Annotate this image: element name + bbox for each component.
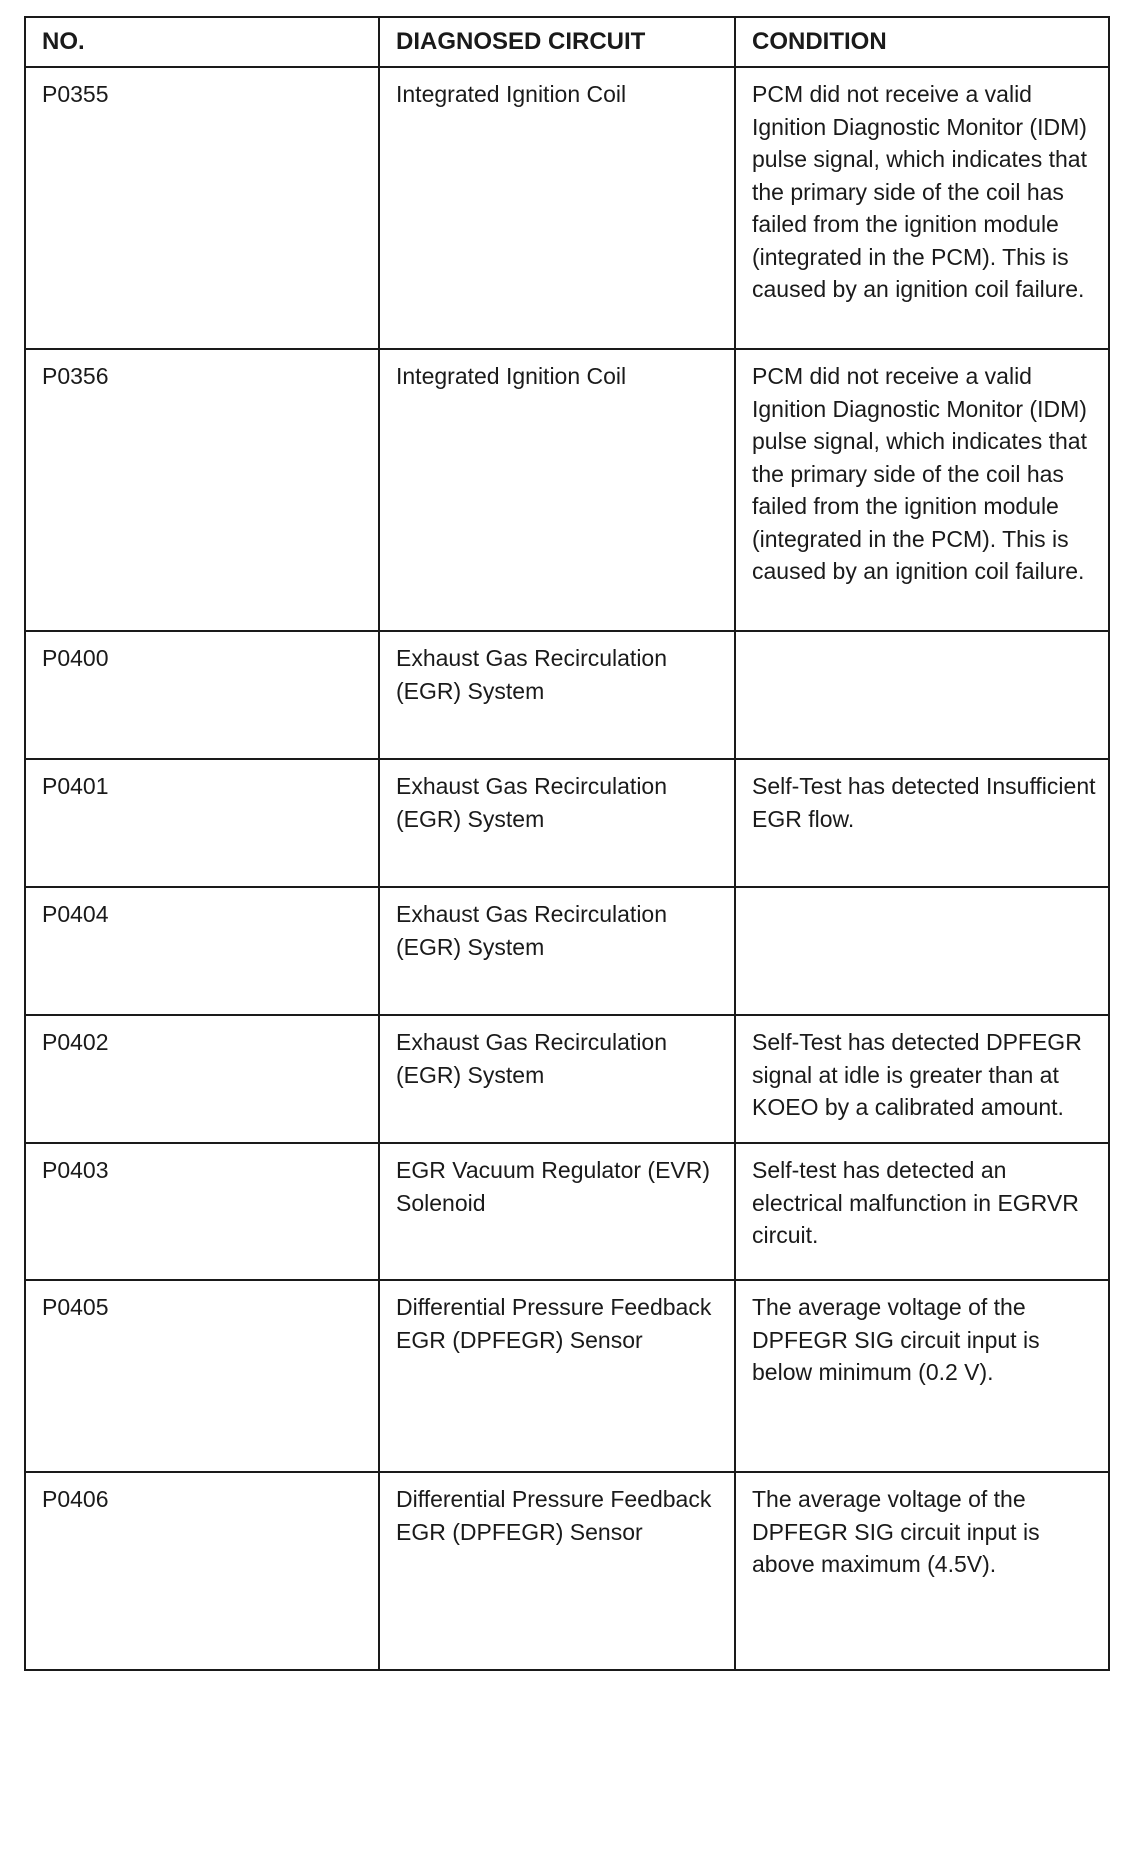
diagnostic-code-table (24, 16, 1110, 1671)
cell-circuit: Exhaust Gas Recirculation (EGR) System (379, 887, 735, 1015)
cell-circuit: Exhaust Gas Recirculation (EGR) System (379, 631, 735, 759)
cell-condition: PCM did not receive a valid Ignition Diagnostic Monitor (IDM) pulse signal, which indicates that the primary side of the coil has failed from the ignition module (integrated in the PCM). This is caused by an ignition coil failure. (735, 67, 1109, 349)
table-row (25, 349, 1109, 631)
table-row (25, 67, 1109, 349)
table-row (25, 1280, 1109, 1472)
cell-circuit: EGR Vacuum Regulator (EVR) Solenoid (379, 1143, 735, 1280)
cell-code: P0400 (25, 631, 379, 759)
cell-code: P0406 (25, 1472, 379, 1670)
cell-condition: The average voltage of the DPFEGR SIG circuit input is above maximum (4.5V). (735, 1472, 1109, 1670)
cell-condition: PCM did not receive a valid Ignition Diagnostic Monitor (IDM) pulse signal, which indicates that the primary side of the coil has failed from the ignition module (integrated in the PCM). This is caused by an ignition coil failure. (735, 349, 1109, 631)
table-row (25, 759, 1109, 887)
cell-code: P0355 (25, 67, 379, 349)
cell-circuit: Differential Pressure Feedback EGR (DPFEGR) Sensor (379, 1472, 735, 1670)
table-row (25, 1015, 1109, 1143)
cell-code: P0405 (25, 1280, 379, 1472)
table-row (25, 631, 1109, 759)
cell-circuit: Exhaust Gas Recirculation (EGR) System (379, 1015, 735, 1143)
cell-condition (735, 631, 1109, 759)
cell-condition: Self-Test has detected Insufficient EGR flow. (735, 759, 1109, 887)
cell-code: P0402 (25, 1015, 379, 1143)
table-row (25, 1143, 1109, 1280)
cell-code: P0404 (25, 887, 379, 1015)
header-no: NO. (25, 17, 379, 67)
cell-circuit: Differential Pressure Feedback EGR (DPFEGR) Sensor (379, 1280, 735, 1472)
cell-code: P0401 (25, 759, 379, 887)
cell-circuit: Integrated Ignition Coil (379, 349, 735, 631)
table-header-row (25, 17, 1109, 67)
cell-condition: Self-test has detected an electrical malfunction in EGRVR circuit. (735, 1143, 1109, 1280)
header-condition: CONDITION (735, 17, 1109, 67)
table-row (25, 887, 1109, 1015)
table-row (25, 1472, 1109, 1670)
header-diagnosed-circuit: DIAGNOSED CIRCUIT (379, 17, 735, 67)
cell-circuit: Integrated Ignition Coil (379, 67, 735, 349)
cell-code: P0356 (25, 349, 379, 631)
cell-condition: Self-Test has detected DPFEGR signal at idle is greater than at KOEO by a calibrated amount. (735, 1015, 1109, 1143)
cell-code: P0403 (25, 1143, 379, 1280)
cell-circuit: Exhaust Gas Recirculation (EGR) System (379, 759, 735, 887)
cell-condition (735, 887, 1109, 1015)
cell-condition: The average voltage of the DPFEGR SIG circuit input is below minimum (0.2 V). (735, 1280, 1109, 1472)
document-page (24, 16, 1108, 1671)
